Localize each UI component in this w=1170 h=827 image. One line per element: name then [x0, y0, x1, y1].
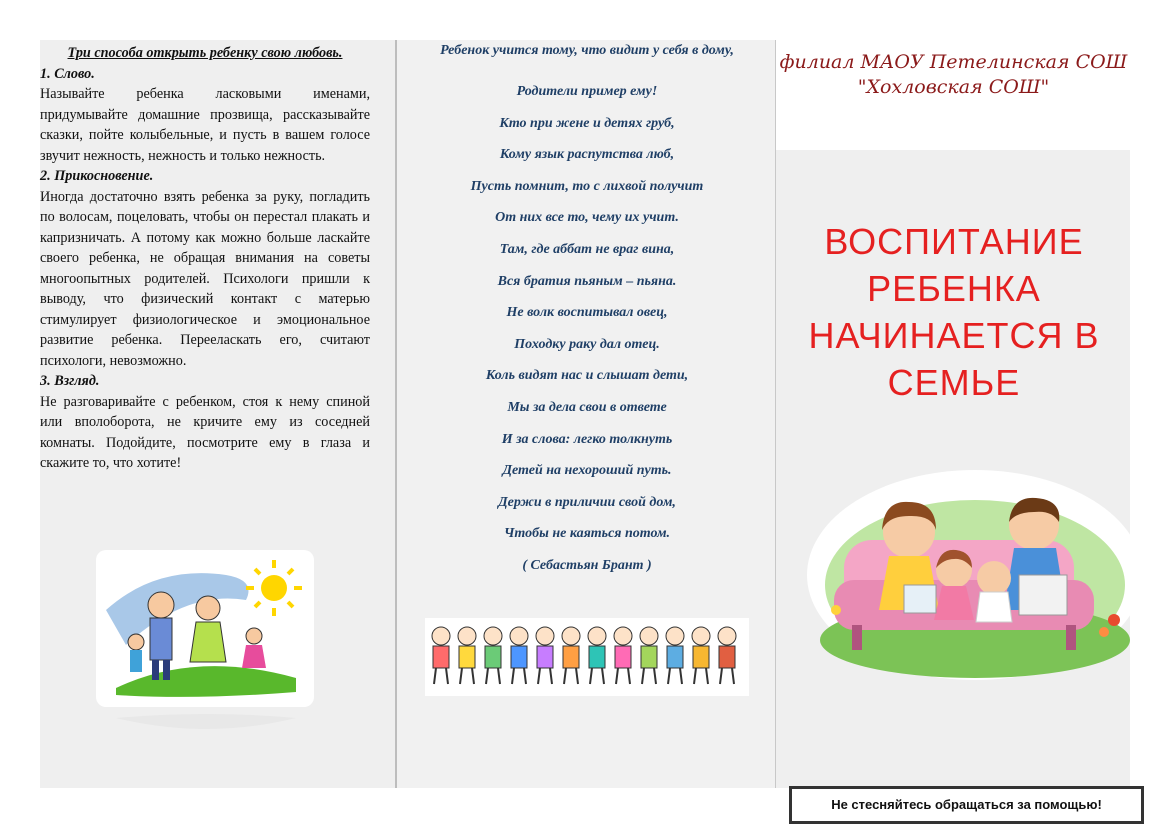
section-text-gaze: Не разговаривайте с ребенком, стоя к нему спиной или вполоборота, не кричите ему из соседней комнаты. Подойдите, посмотрите ему в глаза и скажите то, что хотите! [40, 393, 370, 471]
poem-line: Кто при жене и детях груб, [499, 115, 675, 131]
title-line: ВОСПИТАНИЕ [824, 221, 1084, 262]
poem-line: Мы за дела свои в ответе [507, 399, 667, 415]
middle-panel [395, 40, 775, 788]
main-title [764, 218, 1144, 406]
footer-help-box: Не стесняйтесь обращаться за помощью! [789, 786, 1144, 824]
org-line-1: филиал МАОУ Петелинская СОШ [779, 51, 1128, 73]
poem-line: Держи в приличии свой дом, [498, 494, 676, 510]
section-text-touch: Иногда достаточно взять ребенка за руку, погладить по волосам, поцеловать, чтобы он перестал плакать и капризничать. А потому как можно больше ласкайте своего ребенка, не обращая внимания на советы многоопытных родителей. Психологи пришли к выводу, что физический контакт с матерью стимулирует физиологическое и эмоциональное развитие ребенка. Перееласкать его, считают психологи, невозможно. [40, 188, 370, 369]
org-box [776, 40, 1131, 150]
poem-line: Пусть помнит, то с лихвой получит [470, 178, 704, 194]
org-name [776, 50, 1131, 100]
title-line: НАЧИНАЕТСЯ В [808, 315, 1100, 356]
org-line-2: "Хохловская СОШ" [857, 76, 1050, 98]
poem-line: Коль видят нас и слышат дети, [485, 368, 689, 384]
section-title-word: 1. Слово. [40, 65, 95, 82]
section-text-word: Называйте ребенка ласковыми именами, придумывайте домашние прозвища, рассказывайте сказки, пойте колыбельные, и пусть в вашем голосе звучит нежность, нежность и только нежность. [40, 86, 370, 164]
poem-line: Там, где аббат не враг вина, [499, 241, 675, 257]
poem-line: Детей на нехороший путь. [502, 463, 672, 479]
poem-line: Вся братия пьяным – пьяна. [497, 273, 677, 289]
title-line: РЕБЕНКА [867, 268, 1041, 309]
poem-line: Чтобы не каяться потом. [503, 526, 671, 542]
poem-line: И за слова: легко толкнуть [501, 431, 673, 447]
poem-line: Походку раку дал отец. [514, 336, 660, 352]
poem-line: Кому язык распутства люб, [499, 147, 675, 163]
poem [397, 42, 777, 589]
love-heading: Три способа открыть ребенку свою любовь. [67, 45, 343, 61]
poem-line: Родители пример ему! [516, 84, 658, 99]
section-title-gaze: 3. Взгляд. [40, 373, 100, 389]
poem-author: ( Себастьян Брант ) [522, 557, 652, 573]
left-panel-text [40, 43, 370, 474]
family-on-sofa-icon [804, 460, 1146, 680]
poem-line: От них все то, чему их учит. [495, 210, 679, 226]
children-row-icon [425, 618, 749, 696]
right-panel [775, 40, 1130, 788]
poem-line: Не волк воспитывал овец, [506, 305, 668, 321]
title-line: СЕМЬЕ [887, 362, 1021, 403]
poem-line: Ребенок учится тому, что видит у себя в дому, [440, 43, 734, 58]
left-panel [40, 40, 395, 788]
section-title-touch: 2. Прикосновение. [40, 168, 154, 184]
family-drawing-icon [96, 550, 314, 750]
